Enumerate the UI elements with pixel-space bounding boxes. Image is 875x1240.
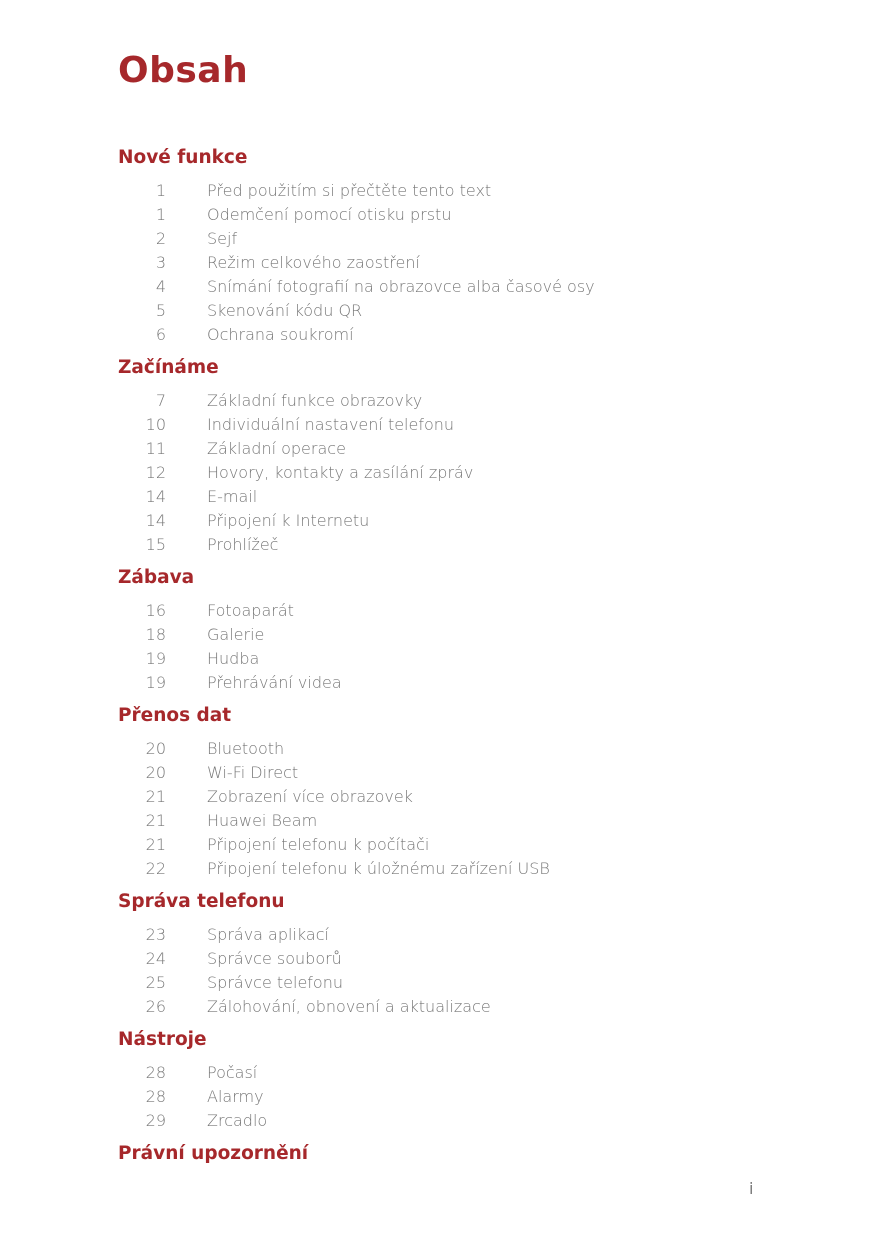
- toc-entry-page-number: 22: [145, 859, 166, 878]
- toc-entry-title: Galerie: [207, 625, 265, 644]
- toc-entry-page-number: 28: [145, 1087, 166, 1106]
- toc-entry-title: Přehrávání videa: [207, 673, 342, 692]
- toc-entry-link[interactable]: [118, 809, 798, 833]
- toc-entry-title: Počasí: [207, 1063, 258, 1082]
- section-heading-link[interactable]: Správa telefonu: [118, 891, 285, 912]
- toc-entry-title: Základní operace: [207, 439, 346, 458]
- toc-entry-link[interactable]: [118, 785, 798, 809]
- toc-section: [118, 1028, 798, 1133]
- toc-entry-page-number: 4: [155, 277, 166, 296]
- toc-entry-page-number: 1: [155, 205, 166, 224]
- toc-entry-link[interactable]: [118, 275, 798, 299]
- toc-entry-title: Připojení telefonu k počítači: [207, 835, 430, 854]
- toc-entry-link[interactable]: [118, 461, 798, 485]
- toc-entry-title: Správce souborů: [207, 949, 342, 968]
- toc-entry-title: Zálohování, obnovení a aktualizace: [207, 997, 491, 1016]
- toc-entry-page-number: 3: [155, 253, 166, 272]
- toc-entry-title: Před použitím si přečtěte tento text: [207, 181, 492, 200]
- toc-entry-link[interactable]: [118, 251, 798, 275]
- toc-section: [118, 890, 798, 1019]
- toc-entry-link[interactable]: [118, 1085, 798, 1109]
- toc-entry-page-number: 26: [145, 997, 166, 1016]
- toc-entry-page-number: 16: [145, 601, 166, 620]
- toc-entry-page-number: 7: [155, 391, 166, 410]
- toc-entry-page-number: 10: [145, 415, 166, 434]
- toc-entry-title: Správa aplikací: [207, 925, 329, 944]
- toc-entry-title: Připojení k Internetu: [207, 511, 370, 530]
- toc-entry-title: Snímání fotografií na obrazovce alba časové osy: [207, 277, 595, 296]
- toc-entry-title: Individuální nastavení telefonu: [207, 415, 455, 434]
- toc-entry-page-number: 25: [145, 973, 166, 992]
- toc-entry-link[interactable]: [118, 203, 798, 227]
- toc-entry-link[interactable]: [118, 857, 798, 881]
- toc-entry-link[interactable]: [118, 833, 798, 857]
- toc-entry-link[interactable]: [118, 947, 798, 971]
- toc-entry-title: Správce telefonu: [207, 973, 343, 992]
- toc-entry-title: Hovory, kontakty a zasílání zpráv: [207, 463, 474, 482]
- toc-entry-link[interactable]: [118, 389, 798, 413]
- toc-entry-page-number: 1: [155, 181, 166, 200]
- toc-entry-link[interactable]: [118, 671, 798, 695]
- toc-entry-page-number: 6: [155, 325, 166, 344]
- section-heading-link[interactable]: Přenos dat: [118, 705, 232, 726]
- toc-entry-page-number: 5: [155, 301, 166, 320]
- toc-entry-title: Bluetooth: [207, 739, 285, 758]
- toc-entry-link[interactable]: [118, 599, 798, 623]
- toc-section: [118, 704, 798, 881]
- toc-entry-title: Huawei Beam: [207, 811, 318, 830]
- toc-entry-page-number: 21: [145, 835, 166, 854]
- toc-entry-link[interactable]: [118, 995, 798, 1019]
- toc-entry-title: Zobrazení více obrazovek: [207, 787, 413, 806]
- toc-entry-list: [118, 179, 798, 347]
- toc-entry-page-number: 19: [145, 649, 166, 668]
- toc-entry-link[interactable]: [118, 323, 798, 347]
- toc-entry-page-number: 19: [145, 673, 166, 692]
- toc-entry-page-number: 20: [145, 763, 166, 782]
- page-title: Obsah: [118, 50, 249, 91]
- toc-entry-title: Wi-Fi Direct: [207, 763, 299, 782]
- toc-section: [118, 356, 798, 557]
- toc-entry-page-number: 24: [145, 949, 166, 968]
- toc-entry-link[interactable]: [118, 761, 798, 785]
- toc-entry-title: Hudba: [207, 649, 260, 668]
- toc-entry-link[interactable]: [118, 923, 798, 947]
- toc-entry-title: Fotoaparát: [207, 601, 294, 620]
- toc-entry-link[interactable]: [118, 971, 798, 995]
- toc-entry-link[interactable]: [118, 533, 798, 557]
- toc-entry-link[interactable]: [118, 509, 798, 533]
- toc-entry-list: [118, 737, 798, 881]
- toc-entry-link[interactable]: [118, 1109, 798, 1133]
- section-heading-link[interactable]: Nástroje: [118, 1029, 207, 1050]
- toc-entry-page-number: 14: [145, 511, 166, 530]
- toc-entry-title: Alarmy: [207, 1087, 264, 1106]
- toc-entry-title: Odemčení pomocí otisku prstu: [207, 205, 452, 224]
- toc-entry-link[interactable]: [118, 299, 798, 323]
- toc-entry-page-number: 15: [145, 535, 166, 554]
- toc-entry-title: Připojení telefonu k úložnému zařízení USB: [207, 859, 550, 878]
- toc-entry-page-number: 11: [145, 439, 166, 458]
- toc-entry-title: Zrcadlo: [207, 1111, 268, 1130]
- toc-entry-list: [118, 923, 798, 1019]
- toc-entry-page-number: 23: [145, 925, 166, 944]
- toc-entry-title: Ochrana soukromí: [207, 325, 354, 344]
- toc-entry-list: [118, 389, 798, 557]
- toc-section: [118, 566, 798, 695]
- table-of-contents: [118, 146, 798, 1175]
- section-heading-link[interactable]: Právní upozornění: [118, 1143, 309, 1164]
- toc-entry-page-number: 21: [145, 811, 166, 830]
- toc-entry-page-number: 21: [145, 787, 166, 806]
- toc-entry-page-number: 29: [145, 1111, 166, 1130]
- toc-entry-link[interactable]: [118, 485, 798, 509]
- toc-entry-title: E-mail: [207, 487, 258, 506]
- toc-entry-link[interactable]: [118, 437, 798, 461]
- toc-entry-list: [118, 599, 798, 695]
- toc-entry-title: Režim celkového zaostření: [207, 253, 420, 272]
- toc-entry-link[interactable]: [118, 623, 798, 647]
- toc-entry-page-number: 2: [155, 229, 166, 248]
- section-heading-link[interactable]: Začínáme: [118, 357, 219, 378]
- toc-entry-page-number: 20: [145, 739, 166, 758]
- toc-entry-link[interactable]: [118, 737, 798, 761]
- toc-entry-page-number: 12: [145, 463, 166, 482]
- toc-entry-link[interactable]: [118, 647, 798, 671]
- toc-section: [118, 1142, 798, 1166]
- toc-entry-link[interactable]: [118, 1061, 798, 1085]
- section-heading-link[interactable]: Zábava: [118, 567, 195, 588]
- toc-section: [118, 146, 798, 347]
- toc-entry-title: Základní funkce obrazovky: [207, 391, 423, 410]
- toc-entry-title: Sejf: [207, 229, 238, 248]
- page-number: i: [749, 1179, 754, 1198]
- toc-entry-page-number: 28: [145, 1063, 166, 1082]
- toc-entry-title: Prohlížeč: [207, 535, 279, 554]
- toc-entry-list: [118, 1061, 798, 1133]
- toc-entry-page-number: 18: [145, 625, 166, 644]
- toc-entry-title: Skenování kódu QR: [207, 301, 363, 320]
- toc-entry-link[interactable]: [118, 413, 798, 437]
- toc-entry-link[interactable]: [118, 179, 798, 203]
- toc-entry-page-number: 14: [145, 487, 166, 506]
- section-heading-link[interactable]: Nové funkce: [118, 147, 248, 168]
- toc-entry-link[interactable]: [118, 227, 798, 251]
